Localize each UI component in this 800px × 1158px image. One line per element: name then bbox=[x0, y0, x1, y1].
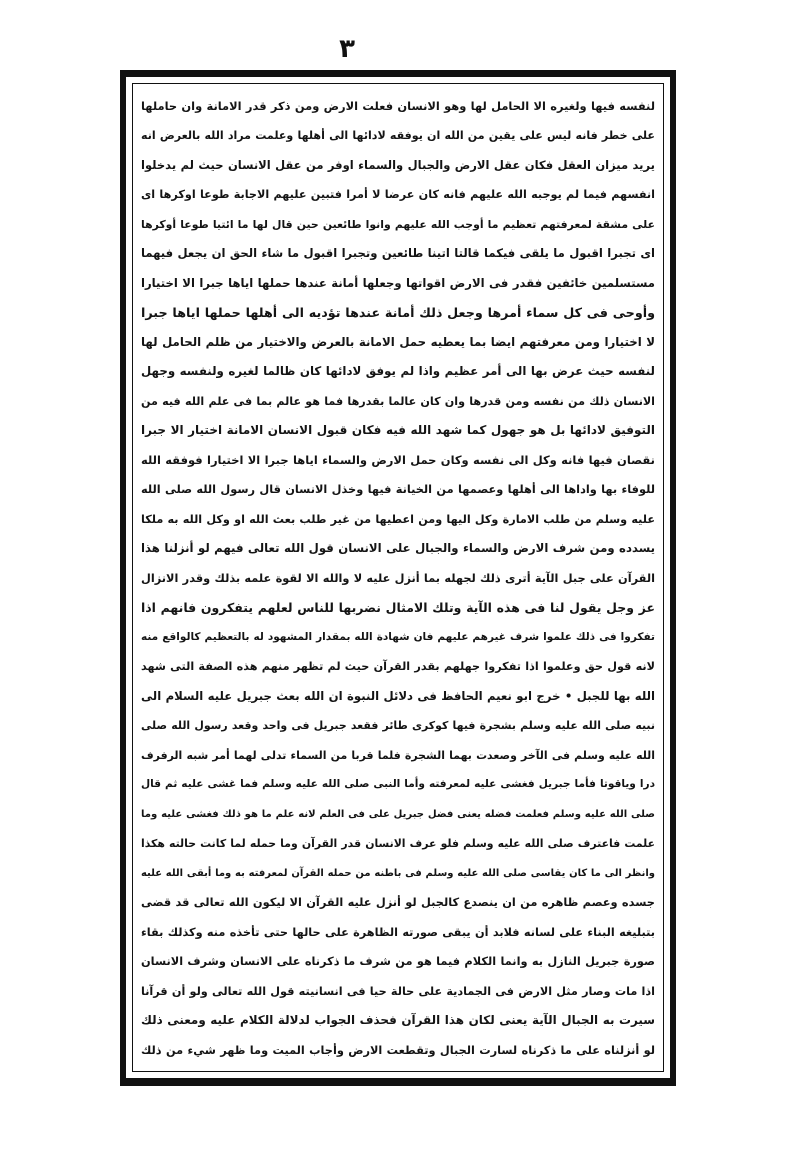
text-line: الله عليه وسلم فى الآخر وصعدت بهما الشجرة فلما قربا من السماء تدلى لهما أمر شبه الرفرف bbox=[141, 748, 655, 762]
text-line: جسده وعصم ظاهره من ان ينصدع كالجبل لو أنزل عليه القرآن الا ليكون الله تعالى قد قضى bbox=[141, 895, 655, 910]
text-line: التوفيق لادائها بل هو جهول كما شهد الله فيه فكان قبول الانسان الامانة اختيار الا جبرا bbox=[141, 423, 655, 438]
text-line: نقصان فيها فانه وكل الى نفسه وكان حمل الارض والسماء اياها جبرا الا اختيارا فوفقه الله bbox=[141, 452, 655, 467]
text-line: لنفسه فيها ولغيره الا الحامل لها وهو الانسان فعلت الارض ومن ذكر قدر الامانة وان حاملها bbox=[141, 99, 655, 113]
text-line: صورة جبريل النازل به وانما الكلام فيما هو من شرف ما ذكرناه على الانسان وشرف الانسان bbox=[141, 954, 655, 969]
text-line: يسدده ومن شرف الارض والسماء والجبال على الانسان قول الله تعالى فيهم لو أنزلنا هذا bbox=[141, 541, 655, 556]
text-line: لا اختيارا ومن معرفتهم ايضا بما يعطيه حمل الامانة بالعرض والاختيار من ظلم الحامل لها bbox=[141, 334, 655, 349]
text-line: يريد ميزان العقل فكان عقل الارض والجبال والسماء اوفر من عقل الانسان حيث لم يدخلوا bbox=[141, 157, 655, 172]
text-line: وانظر الى ما كان يقاسى صلى الله عليه وسلم فى باطنه من حمله القرآن لمعرفته به وما أبقى الله عليه bbox=[141, 867, 655, 879]
text-line: درا وياقوتا فأما جبريل فغشى عليه لمعرفته وأما النبى صلى الله عليه وسلم فما غشى عليه ثم قال bbox=[141, 778, 655, 791]
text-line: نبيه صلى الله عليه وسلم بشجرة فيها كوكرى طائر فقعد جبريل فى واحد وقعد رسول الله صلى bbox=[141, 719, 655, 733]
text-line: بتبليغه البناء على لسانه فلابد أن يبقى صورته الظاهرة على حالها حتى تأخذه منه وكذلك بقاء bbox=[141, 925, 655, 939]
arabic-text-block bbox=[141, 90, 655, 1063]
text-line: للوفاء بها واداها الى أهلها وعصمها من الخيانة فيها وخذل الانسان قال رسول الله صلى الله bbox=[141, 482, 655, 497]
text-line: انفسهم فيما لم يوجبه الله عليهم فانه كان عرضا لا أمرا فتبين عليهم الاجابة طوعا اوكرها اى bbox=[141, 188, 655, 202]
text-line: الله بها للجبل • خرج ابو نعيم الحافظ فى دلائل النبوة ان الله بعث جبريل عليه السلام الى bbox=[141, 688, 655, 703]
text-frame-outer-border bbox=[120, 70, 676, 1086]
text-line: لو أنزلناه على ما ذكرناه لسارت الجبال وتقطعت الارض وأجاب الميت وما ظهر شيء من ذلك bbox=[141, 1042, 655, 1057]
text-line: مستسلمين خائفين فقدر فى الارض اقواتها وجعلها أمانة عندها حملها اياها جبرا الا اختيارا bbox=[141, 275, 655, 290]
text-line: لنفسه حيث عرض بها الى أمر عظيم واذا لم يوفق لادائها كان ظالما لغيره ولنفسه وجهل bbox=[141, 364, 655, 379]
text-line: تفكروا فى ذلك علموا شرف غيرهم عليهم فان شهادة الله بمقدار المشهود له بالتعظيم كالواقع منه bbox=[141, 630, 655, 643]
text-line: اذا مات وصار مثل الارض فى الجمادية على حالة حيا فى انسانيته قول الله تعالى ولو أن قرآنا bbox=[141, 984, 655, 998]
text-line: الانسان ذلك من نفسه ومن قدرها وان كان عالما بقدرها فما هو عالم بما فى علم الله فيه من bbox=[141, 394, 655, 408]
page-number: ٣ bbox=[339, 34, 355, 64]
text-line: صلى الله عليه وسلم فعلمت فضله يعنى فضل جبريل على فى العلم لانه علم ما هو ذلك فغشى عليه وما bbox=[141, 808, 655, 820]
text-line: لانه قول حق وعلموا اذا تفكروا جهلهم بقدر القرآن حيث لم تظهر منهم هذه الصفة التى شهد bbox=[141, 660, 655, 674]
text-frame-inner-border bbox=[132, 83, 664, 1072]
text-line: اى تجبرا اقبول ما يلقى فيكما قالتا اتينا طائعين وتجبرا اقبول ما شاء الحق ان يجعل فيهما bbox=[141, 246, 655, 261]
text-line: على مشقة لمعرفتهم تعظيم ما أوجب الله عليهم وانوا طائعين حين قال لها ما ائتيا طوعا أوكرها bbox=[141, 217, 655, 231]
text-line: عليه وسلم من طلب الامارة وكل اليها ومن اعطيها من غير طلب بعث الله او وكل الله به ملكا bbox=[141, 512, 655, 526]
text-line: على خطر فانه ليس على يقين من الله ان يوفقه لادائها الى أهلها وعلمت مراد الله بالعرض انه bbox=[141, 129, 655, 143]
text-line: القرآن على جبل الآية أترى ذلك لجهله بما أنزل عليه لا والله الا لقوة علمه بذلك وقدر الانزال bbox=[141, 570, 655, 585]
text-line: عز وجل يقول لنا فى هذه الآية وتلك الامثال نضربها للناس لعلهم يتفكرون فانهم اذا bbox=[141, 600, 655, 616]
text-line: علمت فاعترف صلى الله عليه وسلم فلو عرف الانسان قدر القرآن وما حمله لما كانت حالته هكذا bbox=[141, 837, 655, 851]
text-line: وأوحى فى كل سماء أمرها وجعل ذلك أمانة عندها تؤديه الى أهلها حملها اياها جبرا bbox=[141, 305, 655, 321]
text-line: سيرت به الجبال الآية يعنى لكان هذا القرآن فحذف الجواب لدلالة الكلام عليه ومعنى ذلك bbox=[141, 1013, 655, 1028]
